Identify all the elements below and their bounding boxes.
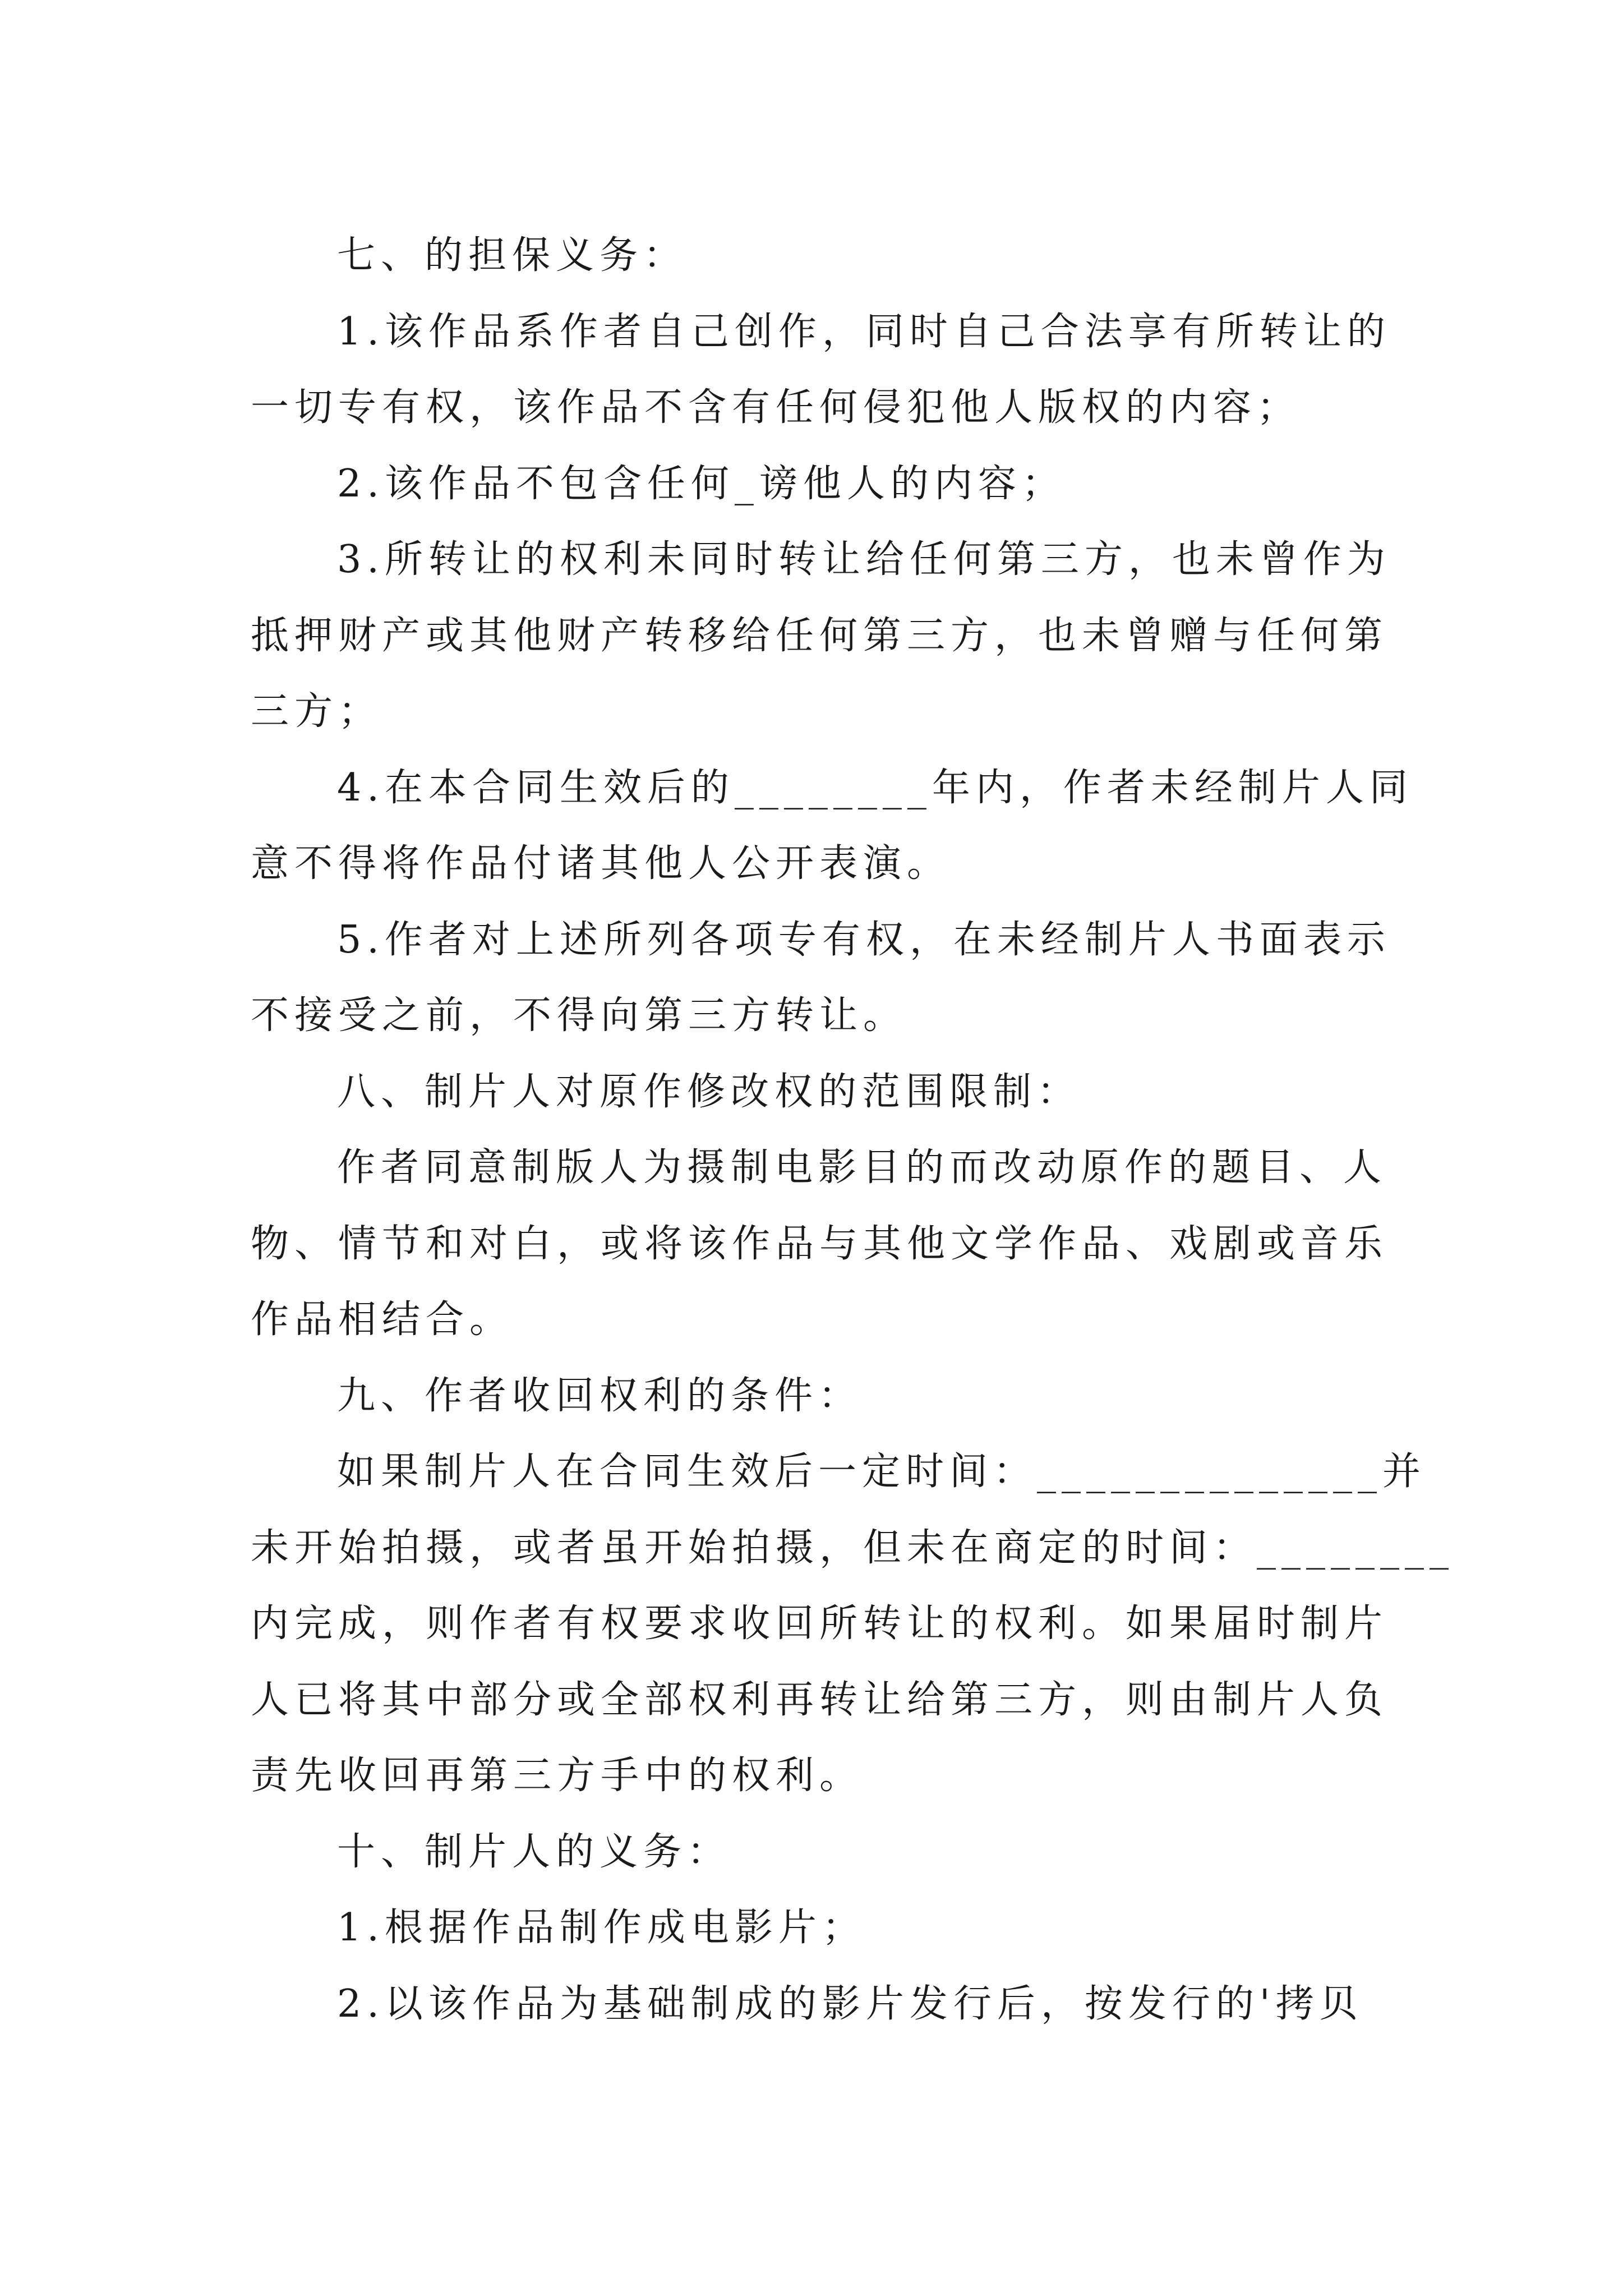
document-body bbox=[251, 218, 1455, 2042]
paragraph-line: 4.在本合同生效后的________年内，作者未经制片人同 bbox=[337, 765, 1413, 810]
paragraph-line: 意不得将作品付诸其他人公开表演。 bbox=[251, 841, 951, 886]
section-heading-10: 十、制片人的义务： bbox=[337, 1829, 731, 1874]
paragraph-line: 5.作者对上述所列各项专有权，在未经制片人书面表示 bbox=[337, 917, 1391, 962]
paragraph-line: 1.根据作品制作成电影片； bbox=[337, 1906, 866, 1950]
paragraph-line: 抵押财产或其他财产转移给任何第三方，也未曾赠与任何第 bbox=[251, 613, 1389, 658]
paragraph-line: 如果制片人在合同生效后一定时间：______________并 bbox=[337, 1450, 1427, 1494]
paragraph-line: 2.该作品不包含任何_谤他人的内容； bbox=[337, 461, 1066, 506]
section-heading-7: 七、的担保义务： bbox=[337, 233, 688, 278]
paragraph-line: 人已将其中部分或全部权利再转让给第三方，则由制片人负 bbox=[251, 1677, 1389, 1722]
paragraph-line: 3.所转让的权利未同时转让给任何第三方，也未曾作为 bbox=[337, 537, 1391, 582]
paragraph-line: 不接受之前，不得向第三方转让。 bbox=[251, 993, 907, 1038]
section-heading-9: 九、作者收回权利的条件： bbox=[337, 1373, 863, 1418]
section-heading-8: 八、制片人对原作修改权的范围限制： bbox=[337, 1069, 1081, 1114]
paragraph-line: 作者同意制版人为摄制电影目的而改动原作的题目、人 bbox=[337, 1145, 1387, 1190]
paragraph-line: 三方； bbox=[251, 689, 382, 734]
paragraph-line: 作品相结合。 bbox=[251, 1297, 514, 1342]
paragraph-line: 未开始拍摄，或者虽开始拍摄，但未在商定的时间：________ bbox=[251, 1525, 1455, 1570]
paragraph-line: 2.以该作品为基础制成的影片发行后，按发行的'拷贝 bbox=[337, 1981, 1363, 2026]
paragraph-line: 一切专有权，该作品不含有任何侵犯他人版权的内容； bbox=[251, 385, 1301, 430]
paragraph-line: 责先收回再第三方手中的权利。 bbox=[251, 1754, 864, 1798]
paragraph-line: 内完成，则作者有权要求收回所转让的权利。如果届时制片 bbox=[251, 1602, 1389, 1646]
paragraph-line: 1.该作品系作者自己创作，同时自己合法享有所转让的 bbox=[337, 309, 1391, 354]
paragraph-line: 物、情节和对白，或将该作品与其他文学作品、戏剧或音乐 bbox=[251, 1221, 1389, 1266]
